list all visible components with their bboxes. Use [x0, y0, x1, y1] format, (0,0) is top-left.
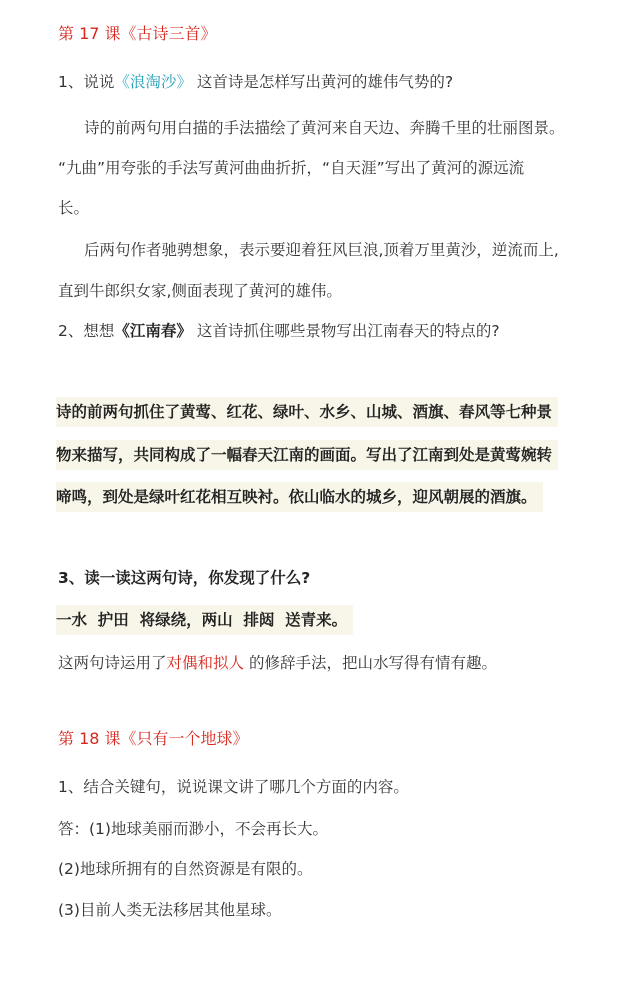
- answer-3: [58, 651, 497, 675]
- answer-1-line-2: “九曲”用夸张的手法写黄河曲曲折折，“自天涯”写出了黄河的源远流: [58, 159, 525, 177]
- lesson-17-question-1: [58, 70, 453, 94]
- lesson-18-title: 第 18 课《只有一个地球》: [58, 729, 249, 748]
- lesson-17-question-3: 3、读一读这两句诗，你发现了什么?: [58, 569, 311, 587]
- answer-2-line-3: [58, 485, 543, 509]
- answer-1-line-3: 长。: [58, 199, 90, 217]
- answer-text: 的修辞手法，把山水写得有情有趣。: [248, 654, 497, 672]
- answer-2-line-1: [58, 400, 558, 424]
- highlighted-text: 一水 护田 将绿绕，两山 排闼 送青来。: [56, 605, 353, 635]
- highlighted-text: 诗的前两句抓住了黄莺、红花、绿叶、水乡、山城、酒旗、春风等七种景: [56, 397, 558, 427]
- question-prefix: 1、说说: [58, 73, 115, 91]
- question-prefix: 2、想想: [58, 322, 115, 340]
- lesson-18-answer-3: (3)目前人类无法移居其他星球。: [58, 901, 282, 919]
- poem-title-langtaosha: 《浪淘沙》: [114, 73, 192, 91]
- answer-text: 这两句诗运用了: [58, 654, 167, 672]
- lesson-17-title: 第 17 课《古诗三首》: [58, 24, 217, 43]
- lesson-18-question-1: 1、结合关键句，说说课文讲了哪几个方面的内容。: [58, 778, 409, 796]
- answer-1-line-4: 后两句作者驰骋想象，表示要迎着狂风巨浪,顶着万里黄沙，逆流而上,: [84, 241, 559, 259]
- answer-1-line-5: 直到牛郎织女家,侧面表现了黄河的雄伟。: [58, 282, 342, 300]
- lesson-17-question-2: [58, 319, 500, 343]
- highlighted-text: 啼鸣，到处是绿叶红花相互映衬。依山临水的城乡，迎风朝展的酒旗。: [56, 482, 543, 512]
- lesson-18-answer-2: (2)地球所拥有的自然资源是有限的。: [58, 860, 313, 878]
- question-text: 这首诗抓住哪些景物写出江南春天的特点的?: [196, 322, 500, 340]
- answer-2-line-2: [58, 443, 558, 467]
- highlighted-text: 物来描写，共同构成了一幅春天江南的画面。写出了江南到处是黄莺婉转: [56, 440, 558, 470]
- poem-title-jiangnanchun: 《江南春》: [114, 322, 192, 340]
- rhetoric-keyword: 对偶和拟人: [166, 654, 245, 672]
- poem-lines: [58, 608, 353, 632]
- question-text: 这首诗是怎样写出黄河的雄伟气势的?: [196, 73, 454, 91]
- lesson-18-answer-1: 答：(1)地球美丽而渺小，不会再长大。: [58, 820, 328, 838]
- answer-1-line-1: 诗的前两句用白描的手法描绘了黄河来自天边、奔腾千里的壮丽图景。: [84, 119, 565, 137]
